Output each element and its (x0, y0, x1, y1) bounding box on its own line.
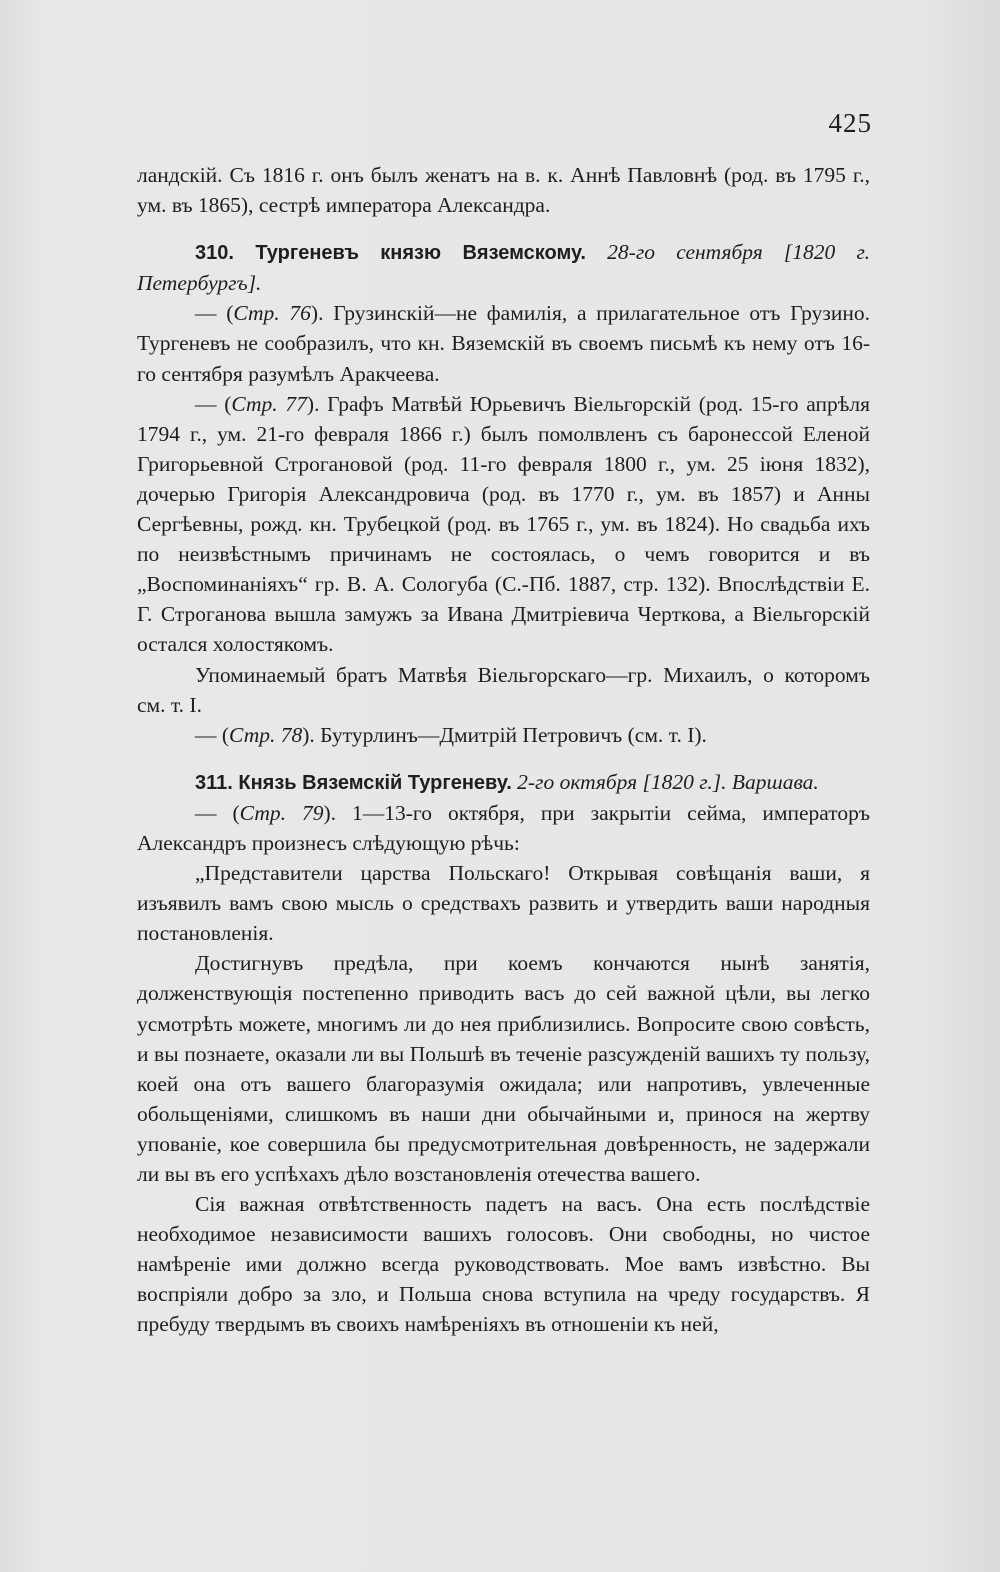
section-311-date-place: 2-го октября [1820 г.]. Варшава. (517, 769, 819, 794)
brother-note: Упоминаемый братъ Матвѣя Віельгорскаго—гр. Михаилъ, о которомъ см. т. I. (137, 662, 870, 717)
intro-continuation: ландскій. Съ 1816 г. онъ былъ женатъ на в. к. Аннѣ Павловнѣ (род. въ 1795 г., ум. въ 1865), сестрѣ императора Александра. (137, 163, 870, 218)
note-77 (137, 389, 870, 660)
note-79 (137, 798, 870, 858)
note-79-text: 1—13-го октября, при закрытіи сейма, императоръ Александръ произнесъ слѣдующую рѣчь: (137, 800, 870, 855)
note-77-ref: — (Стр. 77). (195, 391, 320, 416)
page-text (137, 160, 870, 1340)
section-310-heading-paragraph (137, 237, 870, 298)
section-310-date-place: 28-го сентября [1820 г. Петербургъ]. (137, 240, 871, 296)
note-76 (137, 298, 870, 388)
note-78-text: Бутурлинъ—Дмитрій Петровичъ (см. т. I). (320, 722, 707, 747)
page-number: 425 (828, 108, 872, 138)
section-311-heading-paragraph (137, 767, 870, 798)
speech-paragraph: Достигнувъ предѣла, при коемъ кончаются нынѣ занятія, долженствующія постепенно приводить васъ до сей важной цѣли, вы легко усмотрѣть можете, многимъ ли до нея приблизились. Вопросите свою совѣсть, и вы познаете, оказали ли вы Польшѣ въ теченіе разсужденій вашихъ ту пользу, коей она отъ вашего благоразумія ожидала; или напротивъ, увлеченные обольщеніями, слишкомъ въ наши дни обычайными и, принося на жертву упованіе, кое совершила бы предусмотрительная довѣренность, не задержали ли вы въ его успѣхахъ дѣло возстановленія отечества вашего. (137, 951, 870, 1186)
note-79-ref: — (Стр. 79). (195, 800, 337, 825)
speech-paragraph: „Представители царства Польскаго! Открывая совѣщанія ваши, я изъявилъ вамъ свою мысль о средствахъ развить и утвердить ваши народныя постановленія. (137, 861, 870, 946)
section-311-heading: 311. Князь Вяземскій Тургеневу. (195, 771, 512, 794)
note-78 (137, 720, 870, 750)
note-76-text: Грузинскій—не фамилія, а прилагательное отъ Грузино. Тургеневъ не сообразилъ, что кн. Вяземскій въ своемъ письмѣ къ нему отъ 16-го сентября разумѣлъ Аракчеева. (137, 301, 871, 386)
note-76-ref: — (Стр. 76). (195, 301, 324, 326)
note-78-ref: — (Стр. 78). (195, 722, 315, 747)
speech-paragraph: Сія важная отвѣтственность падетъ на васъ. Она есть послѣдствіе необходимое независимости вашихъ голосовъ. Они свободны, но чистое намѣреніе ими должно всегда руководствовать. Мое вамъ извѣстно. Вы воспріяли добро за зло, и Польша снова вступила на чреду государствъ. Я пребуду твердымъ въ своихъ намѣреніяхъ въ отношеніи къ ней, (137, 1192, 870, 1337)
section-310-heading: 310. Тургеневъ князю Вяземскому. (195, 242, 586, 265)
note-77-text: Графъ Матвѣй Юрьевичъ Віельгорскій (род. 15-го апрѣля 1794 г., ум. 21-го февраля 1866 г.) былъ помолвленъ съ баронессой Еленой Григорьевной Строгановой (род. 11-го февраля 1800 г., ум. 25 іюня 1832), дочерью Григорія Александровича (род. въ 1770 г., ум. въ 1857) и Анны Сергѣевны, рожд. кн. Трубецкой (род. въ 1765 г., ум. въ 1824). Но свадьба ихъ по неизвѣстнымъ причинамъ не состоялась, о чемъ говорится и въ „Воспоминаніяхъ“ гр. В. А. Сологуба (С.-Пб. 1887, стр. 132). Впослѣдствіи Е. Г. Строганова вышла замужъ за Ивана Дмитріевича Черткова, а Віельгорскій остался холостякомъ. (137, 391, 871, 657)
